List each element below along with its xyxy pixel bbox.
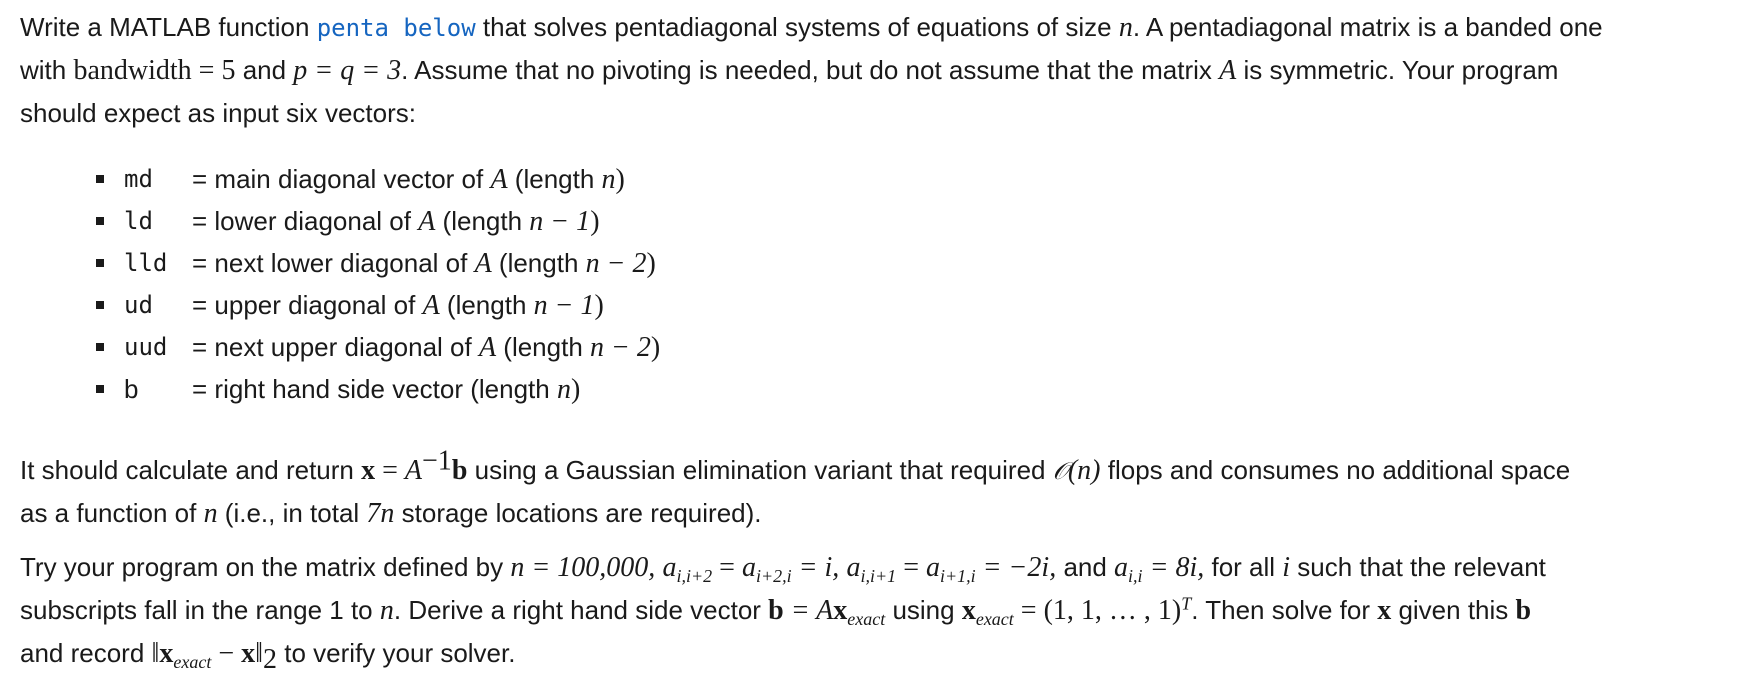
math-bandwidth: bandwidth = 5 xyxy=(73,55,236,86)
math-n-value: n = 100,000, xyxy=(510,552,656,583)
bullet-icon xyxy=(96,343,104,351)
vector-description: = lower diagonal of A (length n − 1) xyxy=(192,206,600,237)
math-A: A xyxy=(404,455,423,486)
math-pq: p = q = 3 xyxy=(293,55,402,86)
vector-name: lld xyxy=(124,249,168,277)
bullet-icon xyxy=(96,217,104,225)
math-x: x xyxy=(361,455,376,486)
vector-description: = main diagonal vector of A (length n) xyxy=(192,164,625,195)
intro-text: with xyxy=(20,55,74,85)
list-item xyxy=(88,368,788,410)
math-A: A xyxy=(1219,55,1237,86)
input-vector-list xyxy=(88,158,788,410)
vector-name: ld xyxy=(124,207,153,235)
intro-text: Write a MATLAB function xyxy=(20,12,317,42)
intro-text: . Assume that no pivoting is needed, but do not assume that the matrix xyxy=(401,55,1220,85)
bullet-icon xyxy=(96,175,104,183)
intro-text: and xyxy=(235,55,294,85)
vector-name: b xyxy=(124,374,139,404)
list-item xyxy=(88,200,788,242)
trial-paragraph: Try your program on the matrix defined by n = 100,000, $a_{i,i+2} = a_{i+2,i} = i$, $a_{i,i+1} = a_{i+1,i} = -2i$, and $a_{i,i} = 8i$, for all i such that the relevant subscripts fall in the range 1 to n. Derive a right hand side vector $b = Ax_{exact}$ using $x_{exact} = (1$, 1, … , 1)$^T$. Then solve for x given this b and record $‖x_{exact}$ − $x‖_2$ to verify your solver. xyxy=(20,552,1546,676)
vector-description: = next lower diagonal of A (length n − 2) xyxy=(192,248,656,279)
math-n: n xyxy=(203,498,218,529)
bullet-icon xyxy=(96,301,104,309)
vector-name: ud xyxy=(124,291,153,319)
intro-text: that solves pentadiagonal systems of equations of size xyxy=(475,12,1119,42)
list-item xyxy=(88,326,788,368)
big-o-symbol: 𝒪 xyxy=(1052,457,1068,485)
vector-name: uud xyxy=(124,333,168,361)
vector-name: md xyxy=(124,165,153,193)
intro-text: . A pentadiagonal matrix is a banded one xyxy=(1132,12,1603,42)
intro-text: is symmetric. Your program xyxy=(1236,55,1559,85)
math-complexity: (n) xyxy=(1067,455,1101,486)
list-item xyxy=(88,284,788,326)
bullet-icon xyxy=(96,385,104,393)
math-7n: 7n xyxy=(366,498,395,529)
list-item xyxy=(88,242,788,284)
vector-description: = right hand side vector (length n) xyxy=(192,374,581,405)
function-name-link[interactable]: penta below xyxy=(316,14,476,42)
bullet-icon xyxy=(96,259,104,267)
vector-description: = next upper diagonal of A (length n − 2) xyxy=(192,332,661,363)
list-item xyxy=(88,158,788,200)
vector-description: = upper diagonal of A (length n − 1) xyxy=(192,290,604,321)
math-inverse: −1 xyxy=(422,445,452,477)
intro-paragraph xyxy=(20,6,1742,134)
math-n: n xyxy=(1118,12,1133,43)
calculation-paragraph: It should calculate and return $x = A^{-1}b$ using a Gaussian elimination variant that required 𝒪(n) flops and consumes no additional space as a function of n (i.e., in total 7n storage locations are required). xyxy=(20,445,1571,529)
math-b: b xyxy=(451,455,468,486)
intro-text: should expect as input six vectors: xyxy=(20,98,416,128)
